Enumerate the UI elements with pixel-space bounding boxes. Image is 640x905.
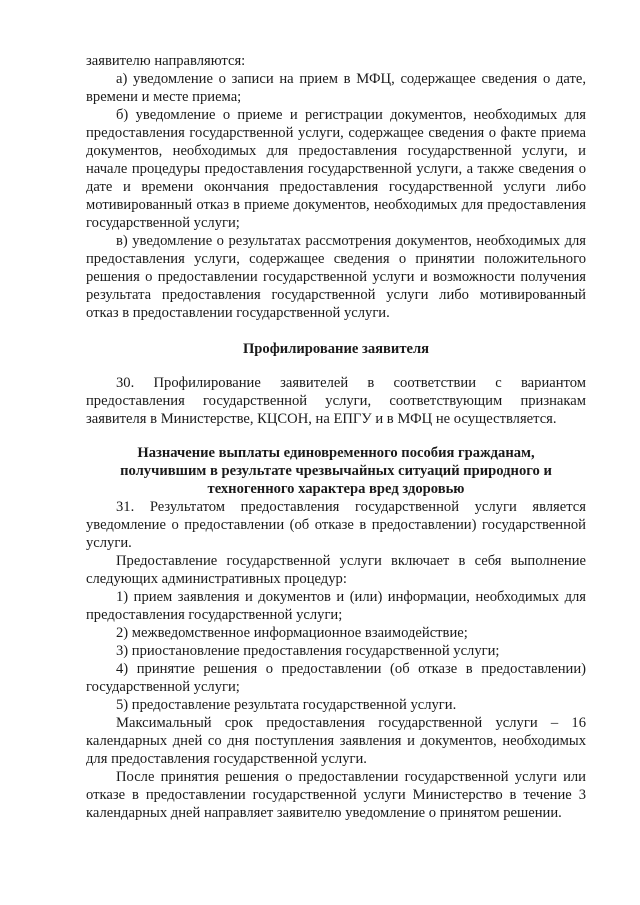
list-item-b: б) уведомление о приеме и регистрации документов, необходимых для предоставления государственной услуги, содержащее сведения о факте приема документов, необходимых для предоставления государственной услуги, и начале процедуры предоставления государственной услуги, а также сведения о дате и времени окончания предоставления государственной услуги либо мотивированный отказ в приеме документов, необходимых для предоставления государственной услуги;: [86, 107, 586, 231]
intro-line: заявителю направляются:: [86, 53, 246, 69]
document-body: [86, 52, 586, 822]
list-item-a: а) уведомление о записи на прием в МФЦ, содержащее сведения о дате, времени и месте приема;: [86, 71, 586, 105]
paragraph-31: 31. Результатом предоставления государственной услуги является уведомление о предоставлении (об отказе в предоставлении) государственной услуги.: [86, 499, 586, 551]
section-heading-profiling: Профилирование заявителя: [242, 341, 430, 357]
procedure-item-5: 5) предоставление результата государственной услуги.: [116, 697, 457, 713]
procedure-item-3: 3) приостановление предоставления государственной услуги;: [116, 643, 500, 659]
list-item-v: в) уведомление о результатах рассмотрения документов, необходимых для предоставления услуги, содержащее сведения о принятии положительного решения о предоставлении государственной услуги и возможности получения результата предоставления государственной услуги либо мотивированный отказ в предоставлении государственной услуги.: [86, 233, 586, 321]
paragraph-max-term: Максимальный срок предоставления государственной услуги – 16 календарных дней со дня поступления заявления и документов, необходимых для предоставления государственной услуги.: [86, 715, 586, 767]
section-heading-payment: Назначение выплаты единовременного пособия гражданам, получившим в результате чрезвычайных ситуаций природного и техногенного характера вред здоровью: [120, 445, 552, 497]
procedure-item-2: 2) межведомственное информационное взаимодействие;: [116, 625, 468, 641]
paragraph-30: 30. Профилирование заявителей в соответствии с вариантом предоставления государственной услуги, соответствующим признакам заявителя в Министерстве, КЦСОН, на ЕПГУ и в МФЦ не осуществляется.: [86, 375, 586, 427]
paragraph-after-decision: После принятия решения о предоставлении государственной услуги или отказе в предоставлении государственной услуги Министерство в течение 3 календарных дней направляет заявителю уведомление о принятом решении.: [86, 769, 586, 821]
paragraph-procedures-intro: Предоставление государственной услуги включает в себя выполнение следующих административных процедур:: [86, 553, 586, 587]
procedure-item-4: 4) принятие решения о предоставлении (об отказе в предоставлении) государственной услуги;: [86, 661, 586, 695]
procedure-item-1: 1) прием заявления и документов и (или) информации, необходимых для предоставления государственной услуги;: [86, 589, 586, 623]
